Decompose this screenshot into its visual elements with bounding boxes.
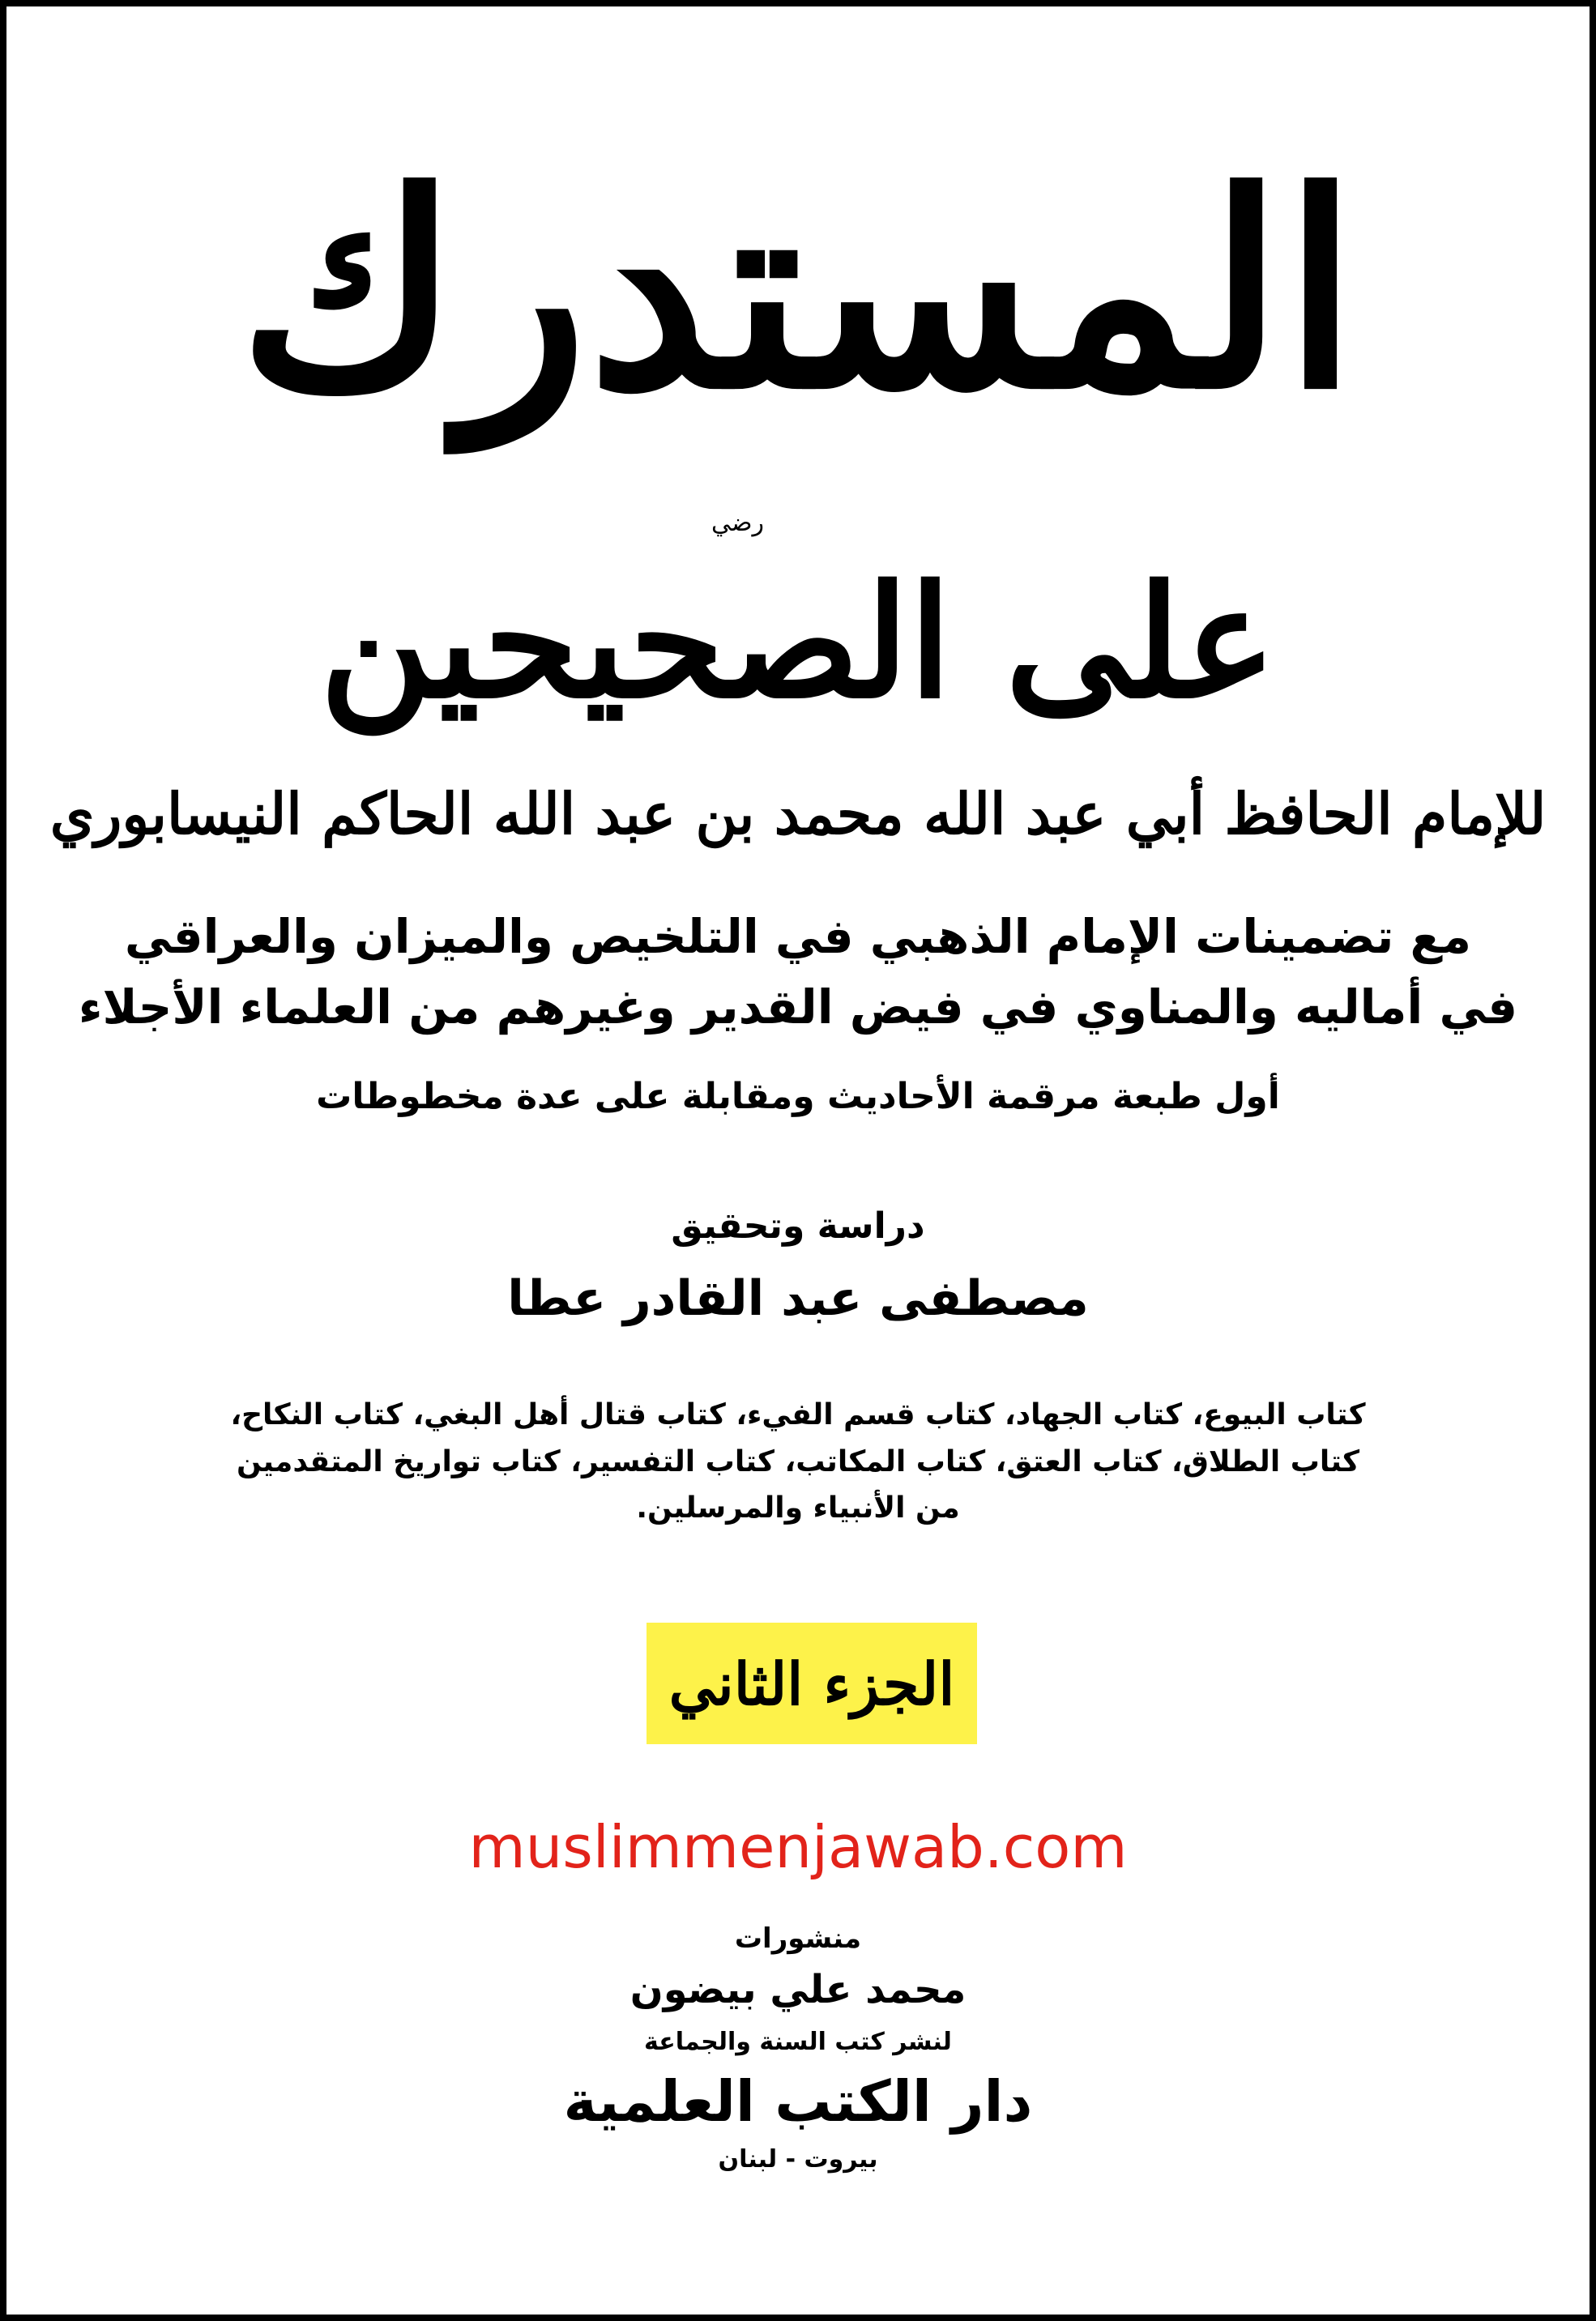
book-title: المستدرك bbox=[238, 134, 1358, 448]
volume-label: الجزء الثاني bbox=[668, 1649, 955, 1718]
author-line: للإمام الحافظ أبي عبد الله محمد بن عبد الله الحاكم النيسابوري bbox=[49, 780, 1547, 847]
title-annotation: رضي bbox=[711, 509, 764, 537]
publisher-label: منشورات bbox=[734, 1922, 862, 1955]
contents-line-3: من الأنبياء والمرسلين. bbox=[636, 1491, 960, 1525]
volume-highlight bbox=[647, 1623, 977, 1744]
publisher-subtitle: لنشر كتب السنة والجماعة bbox=[644, 2028, 952, 2056]
contents-list bbox=[6, 1392, 1590, 1532]
inclusions-line-1: مع تضمينات الإمام الذهبي في التلخيص والميزان والعراقي bbox=[124, 909, 1472, 964]
study-label: دراسة وتحقيق bbox=[671, 1205, 925, 1247]
publisher-city: بيروت - لبنان bbox=[718, 2145, 878, 2174]
publisher-name: محمد علي بيضون bbox=[629, 1967, 967, 2012]
contents-line-2: كتاب الطلاق، كتاب العتق، كتاب المكاتب، كتاب التفسير، كتاب تواريخ المتقدمين bbox=[236, 1444, 1360, 1478]
contents-line-1: كتاب البيوع، كتاب الجهاد، كتاب قسم الفيء، كتاب قتال أهل البغي، كتاب النكاح، bbox=[230, 1398, 1366, 1431]
publishing-house: دار الكتب العلمية bbox=[563, 2068, 1033, 2135]
investigator-name: مصطفى عبد القادر عطا bbox=[507, 1270, 1089, 1327]
inclusions-line-2: في أماليه والمناوي في فيض القدير وغيرهم من العلماء الأجلاء bbox=[78, 979, 1518, 1035]
edition-note: أول طبعة مرقمة الأحاديث ومقابلة على عدة مخطوطات bbox=[316, 1076, 1280, 1117]
inclusions-note bbox=[6, 902, 1590, 1043]
watermark-url: muslimmenjawab.com bbox=[468, 1813, 1128, 1881]
book-subtitle: على الصحيحين bbox=[319, 552, 1277, 732]
